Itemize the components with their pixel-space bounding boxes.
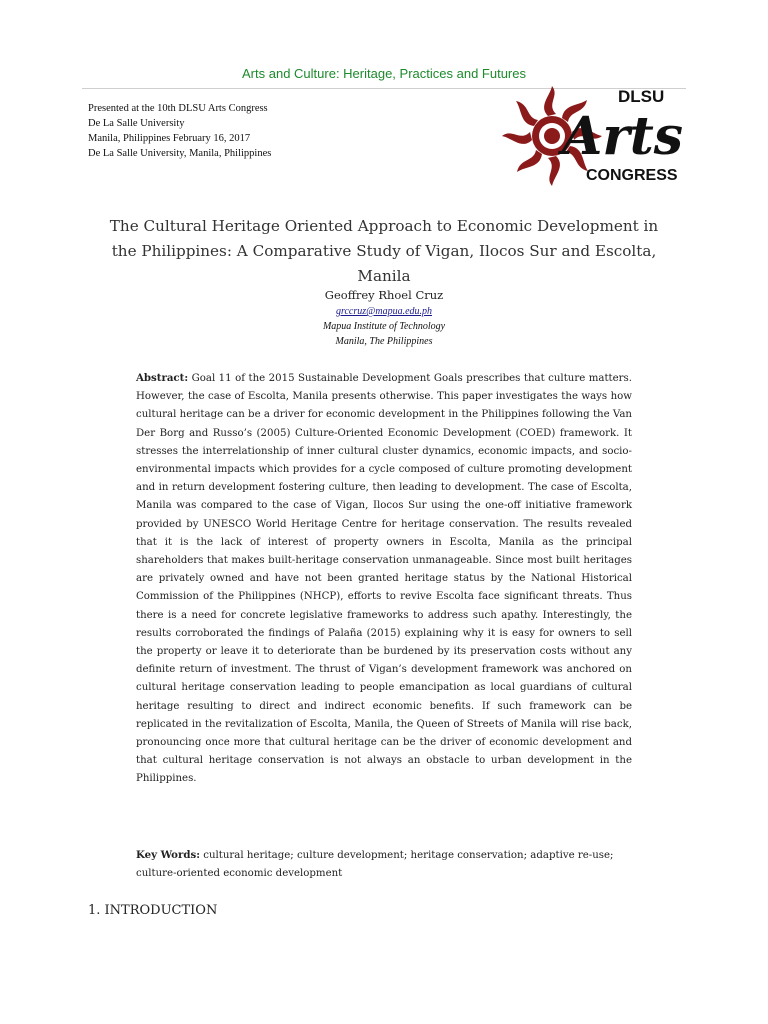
abstract-text: Goal 11 of the 2015 Sustainable Development Goals prescribes that culture matters. However, the case of Escolta, Manila presents otherwise. This paper investigates the ways how cultural heritage can be a driver for economic development in the Philippines following the Van Der Borg and Russo’s (2005) Culture-Oriented Economic Development (COED) framework. It stresses the interrelationship of inner cultural cluster dynamics, economic impacts, and socio-environmental impacts which provides for a cycle composed of culture promoting development and in return development fostering culture, then leading to development. The case of Escolta, Manila was compared to the case of Vigan, Ilocos Sur using the one-off initiative framework provided by UNESCO World Heritage Centre for heritage conservation. The results revealed that it is the lack of interest of property owners in Escolta, Manila as the principal shareholders that makes built-heritage conservation unmanageable. Since most built heritages are privately owned and have not been granted heritage status by the National Historical Commission of the Philippines (NHCP), efforts to revive Escolta face significant threats. Thus there is a need for concrete legislative frameworks to address such apathy. Interestingly, the results corroborated the findings of Palaña (2015) explaining why it is easy for owners to sell the property or leave it to deteriorate than be burdened by its preservation costs without any definite return of investment. The thrust of Vigan’s development framework was anchored on cultural heritage conservation leading to people emancipation as local guardians of cultural heritage resulting to direct and indirect economic benefits. If such framework can be replicated in the revitalization of Escolta, Manila, the Queen of Streets of Manila will rise back, pronouncing once more that cultural heritage can be the driver of economic development and that cultural heritage conservation is not always an obstacle to urban development in the Philippines. — [136, 373, 633, 785]
section-heading: 1. INTRODUCTION — [88, 903, 218, 918]
abstract-label: Abstract: — [136, 372, 189, 384]
presented-line-date: Manila, Philippines February 16, 2017 — [88, 133, 251, 144]
presented-line-event: Presented at the 10th DLSU Arts Congress — [88, 103, 268, 114]
logo-congress-text: CONGRESS — [586, 167, 678, 184]
keywords-label: Key Words: — [136, 849, 200, 861]
logo-arts-text: Arts — [562, 106, 684, 167]
paper-title — [88, 214, 680, 289]
keywords — [136, 846, 632, 883]
title-line: Manila — [357, 267, 411, 285]
author-email-link[interactable]: grccruz@mapua.edu.ph — [335, 306, 433, 317]
abstract — [136, 369, 632, 789]
title-line: The Cultural Heritage Oriented Approach to Economic Development in — [109, 217, 659, 235]
title-line: the Philippines: A Comparative Study of Vigan, Ilocos Sur and Escolta, — [111, 242, 657, 260]
presented-line-venue: De La Salle University, Manila, Philippines — [88, 148, 272, 159]
institution: Mapua Institute of Technology — [322, 321, 446, 332]
author-name: Geoffrey Rhoel Cruz — [324, 288, 444, 302]
running-header: Arts and Culture: Heritage, Practices and Futures — [242, 66, 526, 81]
presentation-info — [88, 101, 271, 161]
dlsu-arts-congress-logo — [500, 76, 690, 194]
keywords-text: cultural heritage; culture development; heritage conservation; adaptive re-use; culture-oriented economic development — [136, 850, 614, 879]
logo-dlsu-text: DLSU — [618, 87, 665, 106]
institution-location: Manila, The Philippines — [335, 336, 433, 347]
author-affiliation — [0, 319, 768, 349]
presented-line-university: De La Salle University — [88, 118, 185, 129]
